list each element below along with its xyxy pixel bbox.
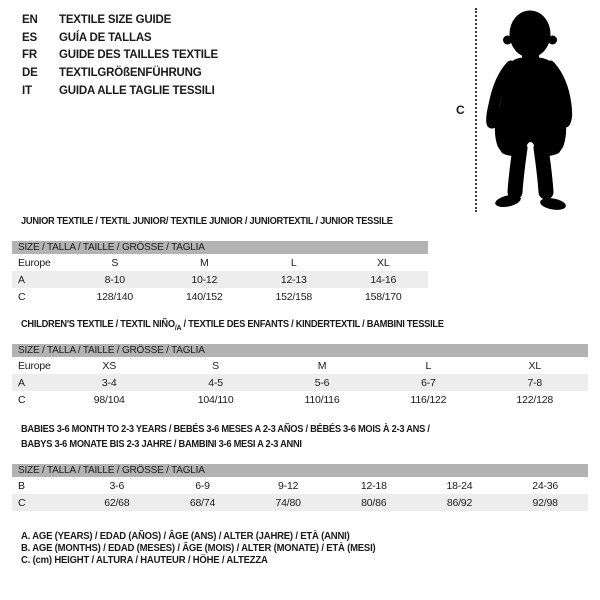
size-cell: XL <box>377 256 390 269</box>
size-cell: 110/116 <box>304 393 340 406</box>
size-cell: 86/92 <box>446 496 473 509</box>
language-code: DE <box>22 67 38 80</box>
size-cell: 98/104 <box>93 393 125 406</box>
table-row <box>12 391 588 408</box>
table-row <box>12 357 588 374</box>
table-row <box>12 254 428 271</box>
language-list <box>22 12 218 101</box>
section-title: BABYS 3-6 MONATE BIS 2-3 JAHRE / BAMBINI 3-6 MESI A 2-3 ANNI <box>21 439 302 450</box>
language-code: ES <box>22 31 37 44</box>
table-row <box>12 494 588 511</box>
size-cell: 10-12 <box>191 273 218 286</box>
row-label: Europe <box>18 256 51 269</box>
size-cell: L <box>290 256 297 269</box>
section-title: BABIES 3-6 MONTH TO 2-3 YEARS / BEBÉS 3-6 MESES A 2-3 AÑOS / BÉBÉS 3-6 MOIS À 2-3 ANS / <box>21 424 430 435</box>
size-cell: 12-18 <box>360 479 387 492</box>
table-row <box>12 374 588 391</box>
height-dotted-line <box>475 8 477 212</box>
size-cell: 104/110 <box>197 393 234 406</box>
size-cell: S <box>212 359 219 372</box>
size-cell: 122/128 <box>516 393 554 406</box>
children-size-table <box>12 357 588 408</box>
language-title: GUÍA DE TALLAS <box>59 31 152 44</box>
size-header-bar: SIZE / TALLA / TAILLE / GRÖSSE / TAGLIA <box>12 464 588 477</box>
footnote-line: B. AGE (MONTHS) / EDAD (MESES) / ÂGE (MOIS) / ALTER (MONATE) / ETÀ (MESI) <box>21 543 376 555</box>
row-label: A <box>18 376 25 389</box>
size-cell: M <box>317 359 327 372</box>
size-cell: 3-6 <box>109 479 125 492</box>
size-cell: 7-8 <box>527 376 543 389</box>
footnote-line: A. AGE (YEARS) / EDAD (AÑOS) / ÂGE (ANS) / ALTER (JAHRE) / ETÀ (ANNI) <box>21 531 350 542</box>
language-row <box>22 47 218 65</box>
size-cell: 74/80 <box>275 496 301 509</box>
language-row <box>22 12 218 30</box>
size-cell: 3-4 <box>101 376 117 389</box>
size-cell: 140/152 <box>185 290 223 303</box>
size-cell: 9-12 <box>278 479 299 492</box>
language-code: IT <box>22 84 32 97</box>
size-cell: 68/74 <box>189 496 216 509</box>
size-cell: 158/170 <box>364 290 402 303</box>
baby-silhouette-icon <box>481 6 593 214</box>
language-title: TEXTILGRÖßENFÜHRUNG <box>59 67 202 80</box>
size-cell: 4-5 <box>208 376 223 389</box>
language-title: TEXTILE SIZE GUIDE <box>59 14 172 26</box>
junior-size-table <box>12 254 428 305</box>
size-cell: S <box>111 256 119 269</box>
language-row <box>22 65 218 83</box>
footnote-line: C. (cm) HEIGHT / ALTURA / HAUTEUR / HÖHE / ALTEZZA <box>21 555 268 567</box>
size-cell: 18-24 <box>446 479 473 492</box>
table-row <box>12 288 428 305</box>
section-title: CHILDREN'S TEXTILE / TEXTIL $NIÑO_{/A}$ / TEXTILE DES ENFANTS / KINDERTEXTIL / BAMBINI TESSILE <box>21 319 444 332</box>
size-cell: 116/122 <box>410 393 447 406</box>
size-cell: 14-16 <box>370 273 397 286</box>
size-cell: 5-6 <box>314 376 330 389</box>
size-cell: XL <box>528 359 541 372</box>
table-row <box>12 477 588 494</box>
size-cell: 92/98 <box>532 496 558 509</box>
language-row <box>22 30 218 48</box>
size-cell: 12-13 <box>280 273 307 286</box>
height-measure-label: C <box>456 103 465 117</box>
size-cell: 24-36 <box>532 479 559 492</box>
size-cell: M <box>199 256 209 269</box>
footnotes <box>21 531 394 568</box>
size-cell: 152/158 <box>275 290 313 303</box>
size-cell: 128/140 <box>96 290 134 303</box>
size-cell: L <box>425 359 432 372</box>
size-header-bar: SIZE / TALLA / TAILLE / GRÖSSE / TAGLIA <box>12 344 588 357</box>
row-label: B <box>18 479 25 492</box>
table-row <box>12 271 428 288</box>
size-cell: 6-7 <box>421 376 436 389</box>
row-label: Europe <box>18 359 51 372</box>
size-header-bar: SIZE / TALLA / TAILLE / GRÖSSE / TAGLIA <box>12 241 428 254</box>
babies-size-table <box>12 477 588 511</box>
language-code: EN <box>22 14 38 26</box>
size-cell: 8-10 <box>104 273 125 286</box>
row-label: C <box>18 496 26 509</box>
language-code: FR <box>22 49 37 62</box>
language-title: GUIDE DES TAILLES TEXTILE <box>59 49 218 62</box>
size-cell: 62/68 <box>104 496 130 509</box>
size-cell: 80/86 <box>361 496 387 509</box>
language-row <box>22 83 218 101</box>
title-subscript: /A <box>174 323 182 332</box>
section-title: JUNIOR TEXTILE / TEXTIL JUNIOR/ TEXTILE JUNIOR / JUNIORTEXTIL / JUNIOR TESSILE <box>21 216 393 227</box>
language-title: GUIDA ALLE TAGLIE TESSILI <box>59 84 215 97</box>
size-cell: XS <box>102 359 116 372</box>
row-label: C <box>18 290 26 303</box>
size-cell: 6-9 <box>195 479 210 492</box>
row-label: C <box>18 393 26 406</box>
row-label: A <box>18 273 25 286</box>
